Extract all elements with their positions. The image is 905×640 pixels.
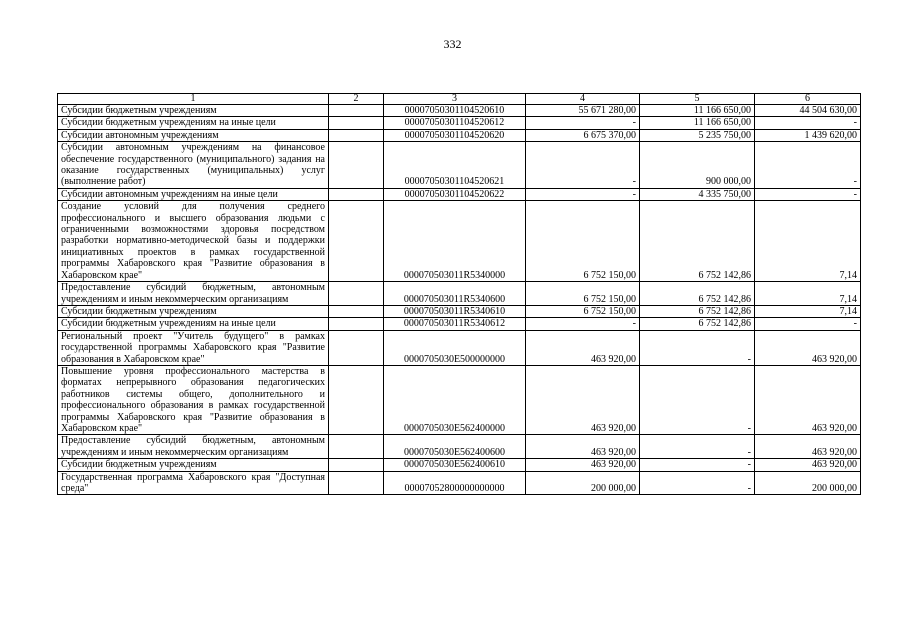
row-value-col4: 463 920,00 (526, 435, 640, 459)
row-description: Создание условий для получения среднего профессионального и высшего образования людьми с ограниченными возможностями здоровья посредством разработки нормативно-методической базы и поддержки инициативных проектов в рамках государственной программы Хабаровского края "Развитие образования в Хабаровском крае" (58, 201, 329, 282)
row-value-col6: 463 920,00 (755, 459, 861, 471)
table-row (58, 365, 861, 434)
row-description: Субсидии автономным учреждениям (58, 129, 329, 141)
row-empty-cell (329, 318, 384, 330)
row-value-col4: - (526, 142, 640, 189)
row-description: Субсидии бюджетным учреждениям (58, 459, 329, 471)
row-empty-cell (329, 330, 384, 365)
row-value-col5: 11 166 650,00 (640, 117, 755, 129)
table-row (58, 471, 861, 495)
row-code: 000070503011R5340610 (384, 305, 526, 317)
row-value-col5: 6 752 142,86 (640, 318, 755, 330)
page-number: 332 (443, 37, 462, 51)
column-header: 5 (640, 94, 755, 105)
row-empty-cell (329, 471, 384, 495)
row-empty-cell (329, 142, 384, 189)
row-value-col6: 44 504 630,00 (755, 105, 861, 117)
row-description: Субсидии бюджетным учреждениям (58, 105, 329, 117)
table-row (58, 305, 861, 317)
row-value-col5: 6 752 142,86 (640, 305, 755, 317)
column-header: 4 (526, 94, 640, 105)
row-value-col4: 55 671 280,00 (526, 105, 640, 117)
row-value-col6: - (755, 188, 861, 200)
row-code: 00007050301104520612 (384, 117, 526, 129)
row-code: 000070503011R5340612 (384, 318, 526, 330)
table-row (58, 330, 861, 365)
table-row (58, 142, 861, 189)
row-value-col4: 463 920,00 (526, 459, 640, 471)
table-row (58, 105, 861, 117)
row-code: 00007050301104520622 (384, 188, 526, 200)
row-description: Субсидии бюджетным учреждениям на иные цели (58, 318, 329, 330)
row-code: 00007050301104520610 (384, 105, 526, 117)
row-description: Повышение уровня профессионального мастерства в форматах непрерывного образования педагогических работников системы общего, дополнительного и профессионального образования в рамках государственной программы Хабаровского края "Развитие образования в Хабаровском крае" (58, 365, 329, 434)
row-value-col5: 900 000,00 (640, 142, 755, 189)
row-value-col6: 1 439 620,00 (755, 129, 861, 141)
row-code: 00007052800000000000 (384, 471, 526, 495)
table-header-row (58, 94, 861, 105)
table-row (58, 459, 861, 471)
row-value-col6: 7,14 (755, 305, 861, 317)
row-description: Предоставление субсидий бюджетным, автономным учреждениям и иным некоммерческим организациям (58, 282, 329, 306)
row-code: 00007050301104520620 (384, 129, 526, 141)
row-value-col5: 4 335 750,00 (640, 188, 755, 200)
row-value-col5: 5 235 750,00 (640, 129, 755, 141)
row-value-col6: 7,14 (755, 282, 861, 306)
row-empty-cell (329, 459, 384, 471)
table-row (58, 117, 861, 129)
row-empty-cell (329, 117, 384, 129)
row-value-col6: 463 920,00 (755, 435, 861, 459)
row-description: Субсидии бюджетным учреждениям на иные цели (58, 117, 329, 129)
row-code: 0000705030E562400000 (384, 365, 526, 434)
row-code: 0000705030E500000000 (384, 330, 526, 365)
row-code: 0000705030E562400600 (384, 435, 526, 459)
row-value-col5: - (640, 435, 755, 459)
row-value-col4: - (526, 117, 640, 129)
row-description: Региональный проект "Учитель будущего" в рамках государственной программы Хабаровского края "Развитие образования в Хабаровском крае" (58, 330, 329, 365)
row-description: Государственная программа Хабаровского края "Доступная среда" (58, 471, 329, 495)
row-value-col4: 463 920,00 (526, 365, 640, 434)
row-value-col6: - (755, 318, 861, 330)
row-value-col6: 7,14 (755, 201, 861, 282)
table-row (58, 129, 861, 141)
row-value-col6: - (755, 117, 861, 129)
row-value-col5: - (640, 471, 755, 495)
row-value-col5: 11 166 650,00 (640, 105, 755, 117)
row-empty-cell (329, 435, 384, 459)
row-description: Субсидии автономным учреждениям на иные цели (58, 188, 329, 200)
row-description: Субсидии автономным учреждениям на финансовое обеспечение государственного (муниципального) задания на оказание государственных (муниципальных) услуг (выполнение работ) (58, 142, 329, 189)
table-row (58, 318, 861, 330)
column-header: 1 (58, 94, 329, 105)
table-row (58, 435, 861, 459)
budget-table (57, 93, 861, 495)
row-value-col4: 6 752 150,00 (526, 305, 640, 317)
row-value-col6: 463 920,00 (755, 365, 861, 434)
row-value-col5: 6 752 142,86 (640, 201, 755, 282)
row-value-col4: 463 920,00 (526, 330, 640, 365)
row-value-col4: 6 752 150,00 (526, 201, 640, 282)
row-value-col4: 6 752 150,00 (526, 282, 640, 306)
row-empty-cell (329, 365, 384, 434)
row-value-col4: - (526, 188, 640, 200)
row-empty-cell (329, 188, 384, 200)
row-empty-cell (329, 201, 384, 282)
row-description: Субсидии бюджетным учреждениям (58, 305, 329, 317)
row-empty-cell (329, 282, 384, 306)
row-value-col6: - (755, 142, 861, 189)
column-header: 3 (384, 94, 526, 105)
row-value-col5: - (640, 365, 755, 434)
row-value-col5: 6 752 142,86 (640, 282, 755, 306)
row-empty-cell (329, 129, 384, 141)
column-header: 2 (329, 94, 384, 105)
row-empty-cell (329, 305, 384, 317)
row-code: 0000705030E562400610 (384, 459, 526, 471)
row-code: 000070503011R5340600 (384, 282, 526, 306)
table-row (58, 188, 861, 200)
column-header: 6 (755, 94, 861, 105)
row-value-col6: 200 000,00 (755, 471, 861, 495)
table-row (58, 282, 861, 306)
row-value-col4: 6 675 370,00 (526, 129, 640, 141)
row-value-col5: - (640, 459, 755, 471)
row-value-col5: - (640, 330, 755, 365)
row-empty-cell (329, 105, 384, 117)
row-code: 000070503011R5340000 (384, 201, 526, 282)
table-row (58, 201, 861, 282)
row-code: 00007050301104520621 (384, 142, 526, 189)
row-value-col4: 200 000,00 (526, 471, 640, 495)
row-value-col4: - (526, 318, 640, 330)
row-value-col6: 463 920,00 (755, 330, 861, 365)
row-description: Предоставление субсидий бюджетным, автономным учреждениям и иным некоммерческим организациям (58, 435, 329, 459)
